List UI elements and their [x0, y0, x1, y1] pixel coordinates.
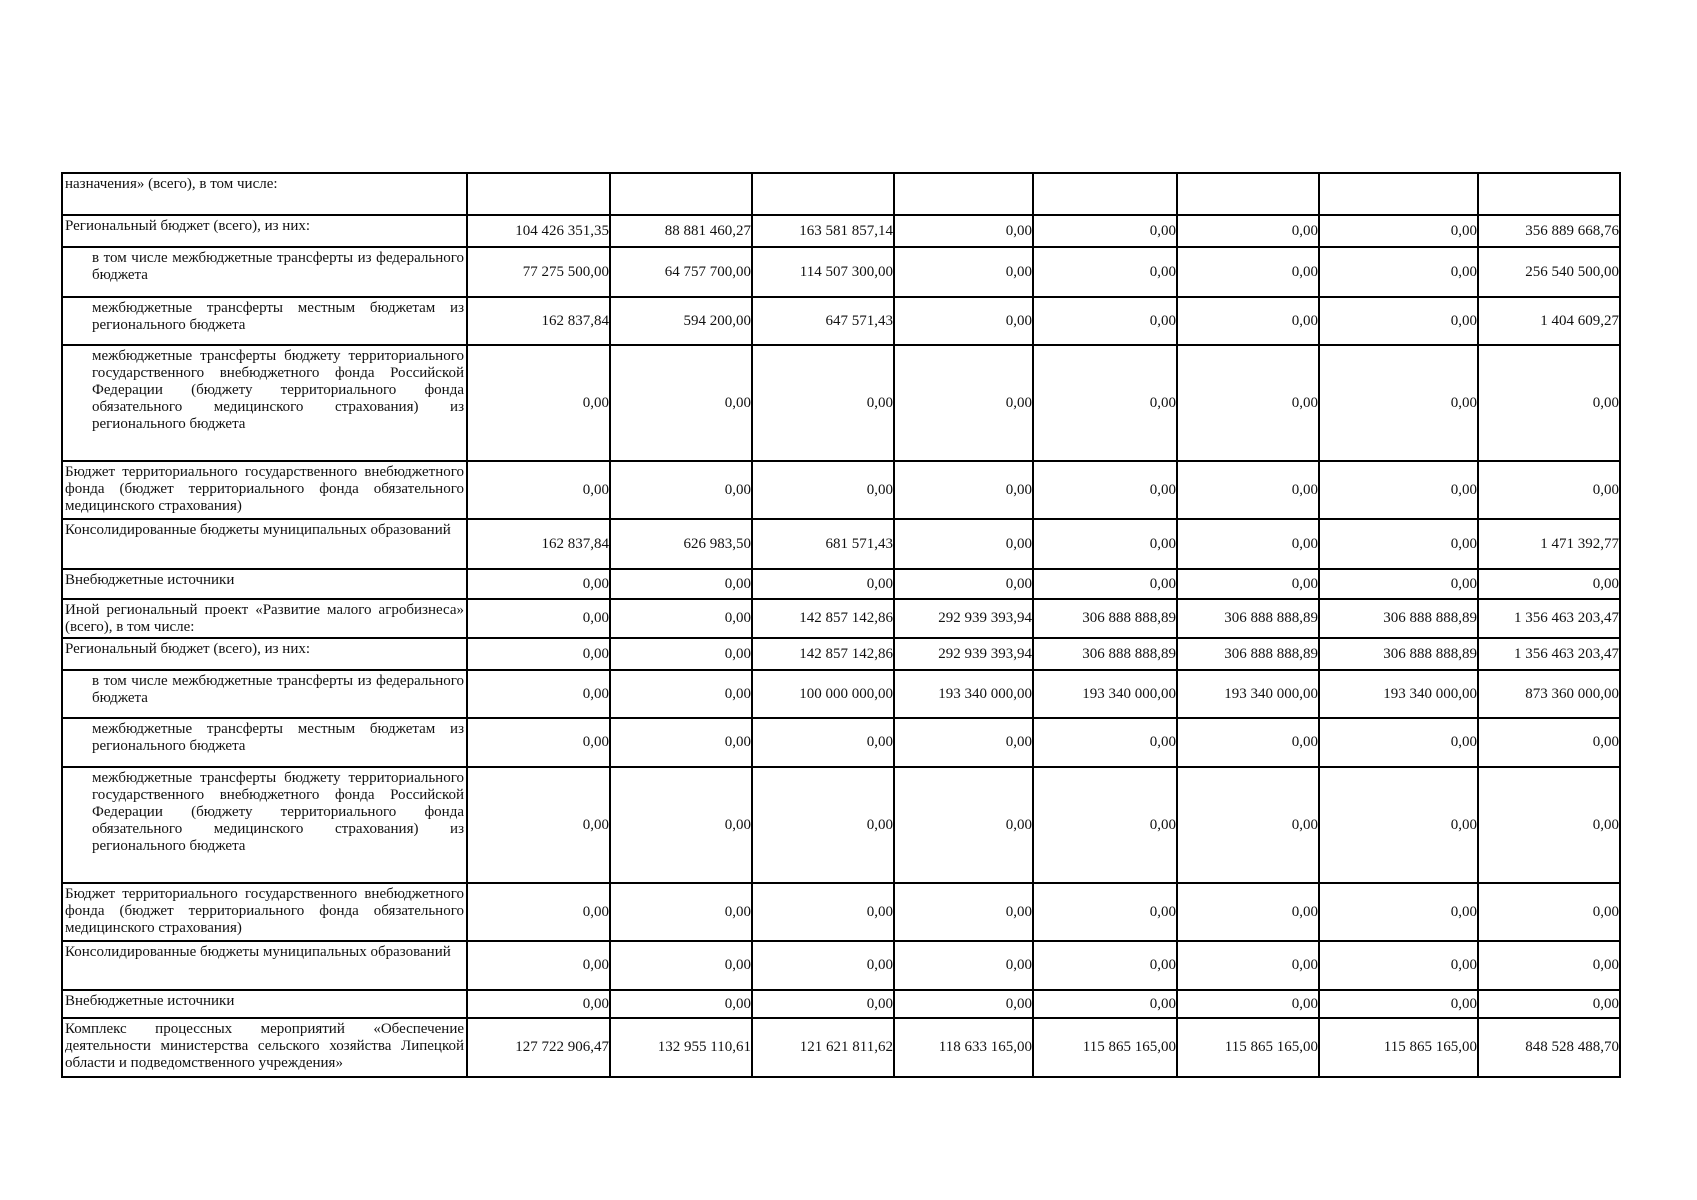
value-cell: 873 360 000,00: [1478, 670, 1620, 718]
value-cell: 0,00: [1177, 569, 1319, 599]
value-cell: 162 837,84: [467, 297, 610, 345]
value-cell: 1 471 392,77: [1478, 519, 1620, 569]
value-cell: 0,00: [894, 519, 1033, 569]
value-cell: 0,00: [1319, 569, 1478, 599]
table-row: [62, 173, 1620, 215]
value-cell: 0,00: [1319, 990, 1478, 1018]
value-cell: 1 356 463 203,47: [1478, 638, 1620, 670]
value-cell: 0,00: [1319, 767, 1478, 883]
value-cell: 0,00: [894, 883, 1033, 941]
value-cell: 0,00: [467, 599, 610, 638]
value-cell: 0,00: [467, 461, 610, 519]
value-cell: 193 340 000,00: [894, 670, 1033, 718]
value-cell: 0,00: [752, 461, 894, 519]
value-cell: 0,00: [467, 990, 610, 1018]
value-cell: 292 939 393,94: [894, 638, 1033, 670]
value-cell: 0,00: [467, 718, 610, 767]
value-cell: 193 340 000,00: [1177, 670, 1319, 718]
value-cell: 0,00: [894, 941, 1033, 990]
value-cell: 0,00: [610, 670, 752, 718]
value-cell: 100 000 000,00: [752, 670, 894, 718]
row-label: Бюджет территориального государственного внебюджетного фонда (бюджет территориального фонда обязательного медицинского страхования): [62, 883, 467, 941]
value-cell: 0,00: [1478, 345, 1620, 461]
value-cell: 0,00: [1319, 345, 1478, 461]
value-cell: 0,00: [894, 718, 1033, 767]
value-cell: 0,00: [1478, 767, 1620, 883]
value-cell: 0,00: [1177, 767, 1319, 883]
value-cell: 848 528 488,70: [1478, 1018, 1620, 1077]
value-cell: 0,00: [1033, 519, 1177, 569]
table-row: [62, 941, 1620, 990]
value-cell: 0,00: [1033, 461, 1177, 519]
value-cell: 0,00: [1033, 569, 1177, 599]
table-row: [62, 990, 1620, 1018]
value-cell: 306 888 888,89: [1033, 599, 1177, 638]
value-cell: 0,00: [894, 297, 1033, 345]
value-cell: 118 633 165,00: [894, 1018, 1033, 1077]
value-cell: 0,00: [1033, 247, 1177, 297]
value-cell: 0,00: [1319, 718, 1478, 767]
value-cell: 64 757 700,00: [610, 247, 752, 297]
value-cell: 0,00: [1177, 990, 1319, 1018]
row-label: Внебюджетные источники: [62, 569, 467, 599]
value-cell: 0,00: [1319, 941, 1478, 990]
value-cell: 0,00: [1177, 247, 1319, 297]
value-cell: 115 865 165,00: [1033, 1018, 1177, 1077]
value-cell: 0,00: [894, 247, 1033, 297]
value-cell: [467, 173, 610, 215]
value-cell: 0,00: [1033, 990, 1177, 1018]
value-cell: 0,00: [894, 461, 1033, 519]
value-cell: [1033, 173, 1177, 215]
value-cell: 104 426 351,35: [467, 215, 610, 247]
value-cell: 0,00: [610, 638, 752, 670]
value-cell: 142 857 142,86: [752, 599, 894, 638]
value-cell: 0,00: [752, 941, 894, 990]
value-cell: 0,00: [1177, 297, 1319, 345]
value-cell: 0,00: [1478, 718, 1620, 767]
value-cell: 0,00: [752, 767, 894, 883]
value-cell: 0,00: [1033, 215, 1177, 247]
value-cell: 0,00: [467, 767, 610, 883]
value-cell: [894, 173, 1033, 215]
value-cell: 0,00: [467, 670, 610, 718]
table-row: [62, 247, 1620, 297]
value-cell: 0,00: [610, 990, 752, 1018]
value-cell: 0,00: [1319, 461, 1478, 519]
value-cell: 0,00: [1033, 941, 1177, 990]
table-row: [62, 599, 1620, 638]
value-cell: 0,00: [467, 941, 610, 990]
budget-table: [61, 172, 1621, 1078]
value-cell: 0,00: [894, 767, 1033, 883]
value-cell: 0,00: [610, 461, 752, 519]
table-row: [62, 569, 1620, 599]
table-row: [62, 215, 1620, 247]
value-cell: 142 857 142,86: [752, 638, 894, 670]
value-cell: 163 581 857,14: [752, 215, 894, 247]
value-cell: 0,00: [467, 883, 610, 941]
value-cell: 0,00: [610, 883, 752, 941]
value-cell: 0,00: [1177, 345, 1319, 461]
value-cell: 193 340 000,00: [1033, 670, 1177, 718]
row-label: Консолидированные бюджеты муниципальных образований: [62, 941, 467, 990]
value-cell: 115 865 165,00: [1177, 1018, 1319, 1077]
table-row: [62, 519, 1620, 569]
value-cell: 121 621 811,62: [752, 1018, 894, 1077]
value-cell: 1 356 463 203,47: [1478, 599, 1620, 638]
value-cell: 256 540 500,00: [1478, 247, 1620, 297]
value-cell: 626 983,50: [610, 519, 752, 569]
value-cell: 0,00: [1319, 519, 1478, 569]
row-label: Иной региональный проект «Развитие малого агробизнеса» (всего), в том числе:: [62, 599, 467, 638]
value-cell: [1319, 173, 1478, 215]
table-row: [62, 670, 1620, 718]
value-cell: 0,00: [1319, 247, 1478, 297]
value-cell: 306 888 888,89: [1033, 638, 1177, 670]
value-cell: 127 722 906,47: [467, 1018, 610, 1077]
table-row: [62, 461, 1620, 519]
value-cell: 0,00: [610, 345, 752, 461]
value-cell: 0,00: [894, 569, 1033, 599]
value-cell: 193 340 000,00: [1319, 670, 1478, 718]
value-cell: 0,00: [1177, 941, 1319, 990]
value-cell: 132 955 110,61: [610, 1018, 752, 1077]
table-row: [62, 638, 1620, 670]
value-cell: [610, 173, 752, 215]
row-label: Региональный бюджет (всего), из них:: [62, 215, 467, 247]
value-cell: 306 888 888,89: [1319, 599, 1478, 638]
table-body: [62, 173, 1620, 1077]
value-cell: 0,00: [610, 569, 752, 599]
value-cell: 0,00: [610, 767, 752, 883]
row-label: в том числе межбюджетные трансферты из федерального бюджета: [62, 670, 467, 718]
value-cell: 77 275 500,00: [467, 247, 610, 297]
value-cell: 0,00: [1478, 990, 1620, 1018]
table-row: [62, 883, 1620, 941]
row-label: Бюджет территориального государственного внебюджетного фонда (бюджет территориального фонда обязательного медицинского страхования): [62, 461, 467, 519]
value-cell: 0,00: [1478, 569, 1620, 599]
value-cell: 0,00: [467, 569, 610, 599]
row-label: межбюджетные трансферты бюджету территориального государственного внебюджетного фонда Российской Федерации (бюджету территориального фонда обязательного медицинского страхования) из регионального бюджета: [62, 767, 467, 883]
value-cell: 162 837,84: [467, 519, 610, 569]
value-cell: 0,00: [752, 883, 894, 941]
row-label: в том числе межбюджетные трансферты из федерального бюджета: [62, 247, 467, 297]
value-cell: 0,00: [1033, 767, 1177, 883]
value-cell: 0,00: [467, 345, 610, 461]
value-cell: 0,00: [1177, 718, 1319, 767]
value-cell: 0,00: [1033, 345, 1177, 461]
value-cell: 0,00: [1177, 519, 1319, 569]
value-cell: 0,00: [610, 941, 752, 990]
value-cell: 0,00: [1177, 883, 1319, 941]
value-cell: 0,00: [894, 345, 1033, 461]
value-cell: 0,00: [1478, 941, 1620, 990]
row-label: Комплекс процессных мероприятий «Обеспечение деятельности министерства сельского хозяйства Липецкой области и подведомственного учреждения»: [62, 1018, 467, 1077]
value-cell: 306 888 888,89: [1177, 638, 1319, 670]
value-cell: 0,00: [1033, 718, 1177, 767]
table-row: [62, 767, 1620, 883]
table-row: [62, 297, 1620, 345]
table-row: [62, 1018, 1620, 1077]
row-label: Внебюджетные источники: [62, 990, 467, 1018]
value-cell: [1478, 173, 1620, 215]
value-cell: 115 865 165,00: [1319, 1018, 1478, 1077]
value-cell: 0,00: [1319, 297, 1478, 345]
value-cell: 0,00: [752, 990, 894, 1018]
value-cell: 647 571,43: [752, 297, 894, 345]
value-cell: 0,00: [1319, 883, 1478, 941]
value-cell: 0,00: [1319, 215, 1478, 247]
value-cell: 0,00: [1478, 883, 1620, 941]
row-label: назначения» (всего), в том числе:: [62, 173, 467, 215]
value-cell: 594 200,00: [610, 297, 752, 345]
value-cell: 0,00: [610, 599, 752, 638]
value-cell: 356 889 668,76: [1478, 215, 1620, 247]
value-cell: 88 881 460,27: [610, 215, 752, 247]
value-cell: 0,00: [752, 345, 894, 461]
value-cell: 0,00: [894, 990, 1033, 1018]
row-label: межбюджетные трансферты бюджету территориального государственного внебюджетного фонда Российской Федерации (бюджету территориального фонда обязательного медицинского страхования) из регионального бюджета: [62, 345, 467, 461]
value-cell: 0,00: [467, 638, 610, 670]
value-cell: [1177, 173, 1319, 215]
row-label: межбюджетные трансферты местным бюджетам из регионального бюджета: [62, 718, 467, 767]
value-cell: 0,00: [894, 215, 1033, 247]
value-cell: 306 888 888,89: [1319, 638, 1478, 670]
value-cell: 0,00: [752, 569, 894, 599]
value-cell: 292 939 393,94: [894, 599, 1033, 638]
value-cell: 0,00: [1033, 883, 1177, 941]
row-label: межбюджетные трансферты местным бюджетам из регионального бюджета: [62, 297, 467, 345]
value-cell: 1 404 609,27: [1478, 297, 1620, 345]
value-cell: 114 507 300,00: [752, 247, 894, 297]
table-row: [62, 345, 1620, 461]
value-cell: 0,00: [1478, 461, 1620, 519]
value-cell: [752, 173, 894, 215]
row-label: Региональный бюджет (всего), из них:: [62, 638, 467, 670]
value-cell: 306 888 888,89: [1177, 599, 1319, 638]
value-cell: 0,00: [1177, 215, 1319, 247]
value-cell: 0,00: [610, 718, 752, 767]
value-cell: 0,00: [1033, 297, 1177, 345]
row-label: Консолидированные бюджеты муниципальных образований: [62, 519, 467, 569]
value-cell: 681 571,43: [752, 519, 894, 569]
value-cell: 0,00: [752, 718, 894, 767]
table-row: [62, 718, 1620, 767]
value-cell: 0,00: [1177, 461, 1319, 519]
